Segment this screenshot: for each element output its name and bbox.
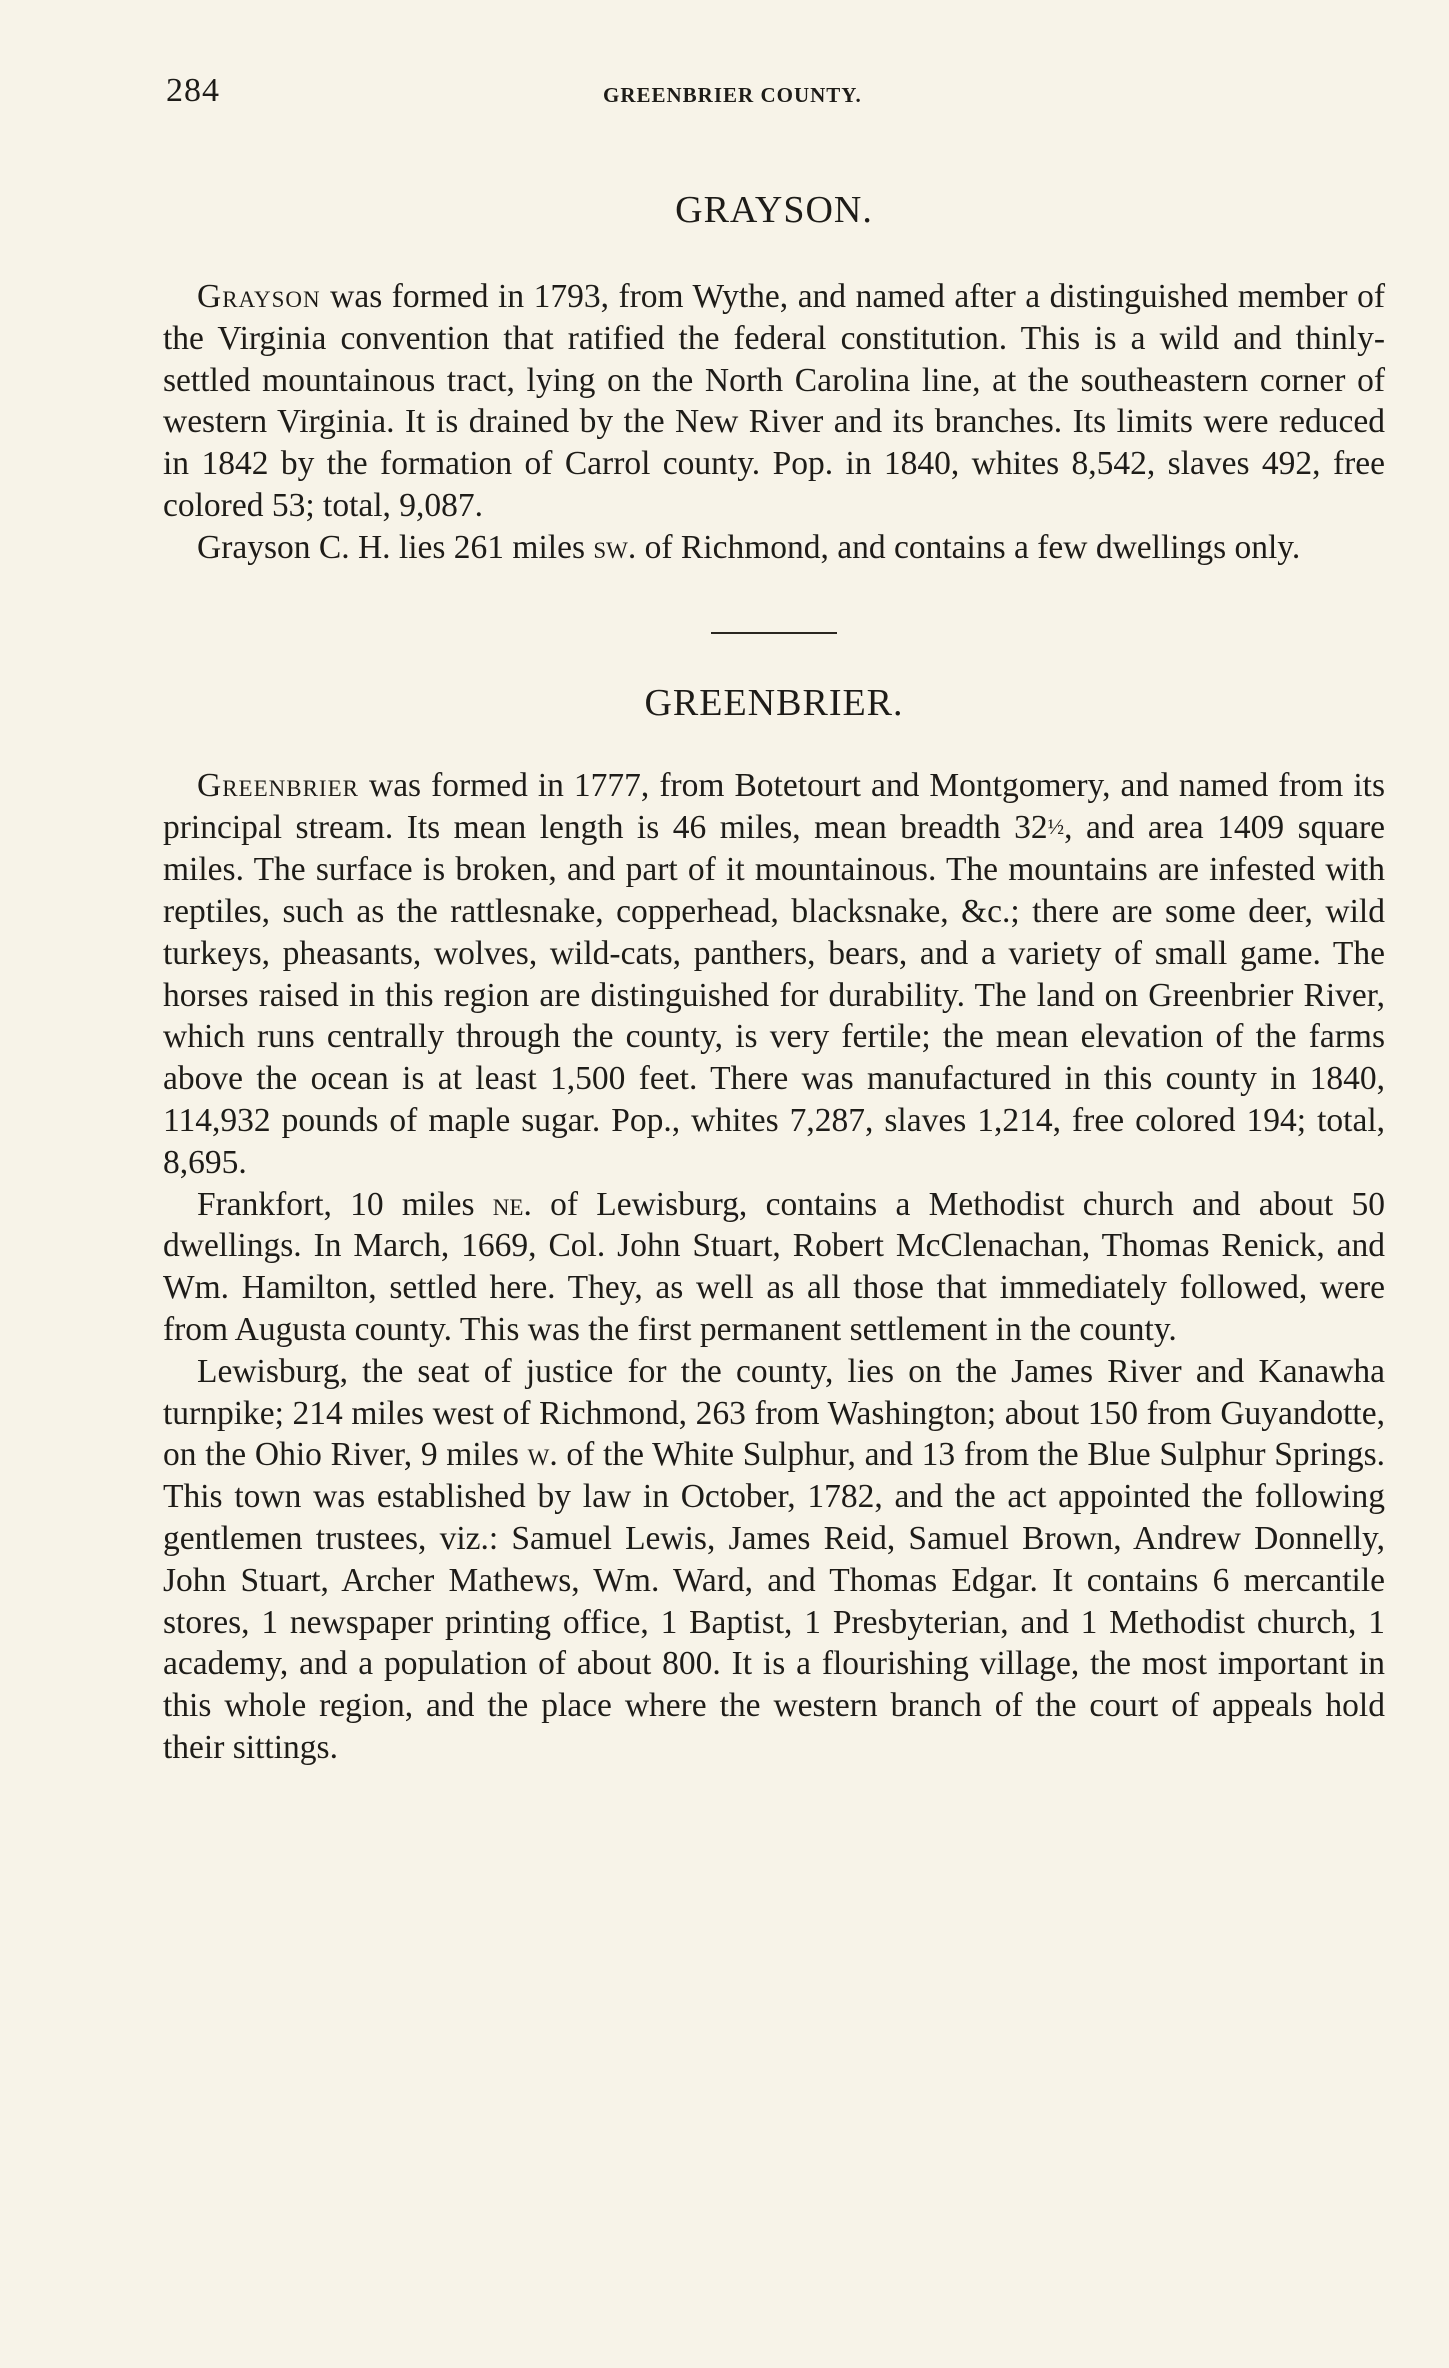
direction-abbrev: ne. (492, 1185, 532, 1223)
book-page (163, 72, 1385, 1769)
running-head (163, 72, 1385, 116)
greenbrier-lead-word: Greenbrier (197, 766, 359, 804)
grayson-paragraph-1-text: was formed in 1793, from Wythe, and named after a distinguished member of the Virginia convention that ratified the federal constitution. This is a wild and thinly-settled mountainous tract, lying on the North Carolina line, at the southeastern corner of western Virginia. It is drained by the New River and its branches. Its limits were reduced in 1842 by the formation of Carrol county. Pop. in 1840, whites 8,542, slaves 492, free colored 53; total, 9,087. (163, 278, 1385, 524)
greenbrier-paragraph-2 (163, 1184, 1385, 1351)
grayson-lead-word: Grayson (197, 278, 321, 315)
greenbrier-paragraph-2-text-a: Frankfort, 10 miles (197, 1185, 493, 1223)
greenbrier-paragraph-3-text-b: of the White Sulphur, and 13 from the Blue Sulphur Springs. This town was established by law in October, 1782, and the act appointed the following gentlemen trustees, viz.: Samuel Lewis, James Reid, Samuel Brown, Andrew Donnelly, John Stuart, Archer Mathews, Wm. Ward, and Thomas Edgar. It contains 6 mercantile stores, 1 newspaper printing office, 1 Baptist, 1 Presbyterian, and 1 Methodist church, 1 academy, and a population of about 800. It is a flourishing village, the most important in this whole region, and the place where the western branch of the court of appeals hold their sittings. (163, 1436, 1385, 1766)
grayson-paragraph-2-text-b: of Richmond, and contains a few dwellings only. (636, 528, 1301, 566)
grayson-heading: GRAYSON. (675, 189, 873, 231)
divider-rule (711, 632, 837, 634)
greenbrier-paragraph-1-text-a: was formed in 1777, from Botetourt and Montgomery, and named from its principal stream. Its mean length is 46 miles, mean breadth 32 (163, 766, 1385, 847)
direction-abbrev: w. (527, 1436, 558, 1474)
greenbrier-paragraph-2-text-b: of Lewisburg, contains a Methodist church and about 50 dwellings. In March, 1669, Col. John Stuart, Robert McClenachan, Thomas Renick, and Wm. Hamilton, settled here. They, as well as all those that immediately followed, were from Augusta county. This was the first permanent settlement in the county. (163, 1185, 1385, 1348)
greenbrier-paragraph-1 (163, 765, 1385, 1184)
grayson-paragraph-2-text-a: Grayson C. H. lies 261 miles (197, 528, 594, 566)
direction-abbrev: sw. (593, 528, 637, 566)
fraction-half: ½ (1047, 814, 1065, 840)
greenbrier-paragraph-3-text-a: Lewisburg, the seat of justice for the county, lies on the James River and Kanawha turnpike; 214 miles west of Richmond, 263 from Washington; about 150 from Guyandotte, on the Ohio River, 9 miles (163, 1352, 1385, 1474)
page-number: 284 (166, 72, 220, 109)
greenbrier-paragraph-1-text-b: , and area 1409 square miles. The surface is broken, and part of it mountainous. The mountains are infested with reptiles, such as the rattlesnake, copperhead, blacksnake, &c.; there are some deer, wild turkeys, pheasants, wolves, wild-cats, panthers, bears, and a variety of small game. The horses raised in this region are distinguished for durability. The land on Greenbrier River, which runs centrally through the county, is very fertile; the mean elevation of the farms above the ocean is at least 1,500 feet. There was manufactured in this county in 1840, 114,932 pounds of maple sugar. Pop., whites 7,287, slaves 1,214, free colored 194; total, 8,695. (163, 809, 1386, 1181)
grayson-paragraph-2 (163, 527, 1385, 569)
greenbrier-paragraph-3 (163, 1351, 1385, 1769)
greenbrier-heading: GREENBRIER. (644, 681, 904, 724)
grayson-paragraph-1 (163, 276, 1385, 527)
section-divider (163, 621, 1385, 639)
running-title: GREENBRIER COUNTY. (603, 83, 862, 107)
